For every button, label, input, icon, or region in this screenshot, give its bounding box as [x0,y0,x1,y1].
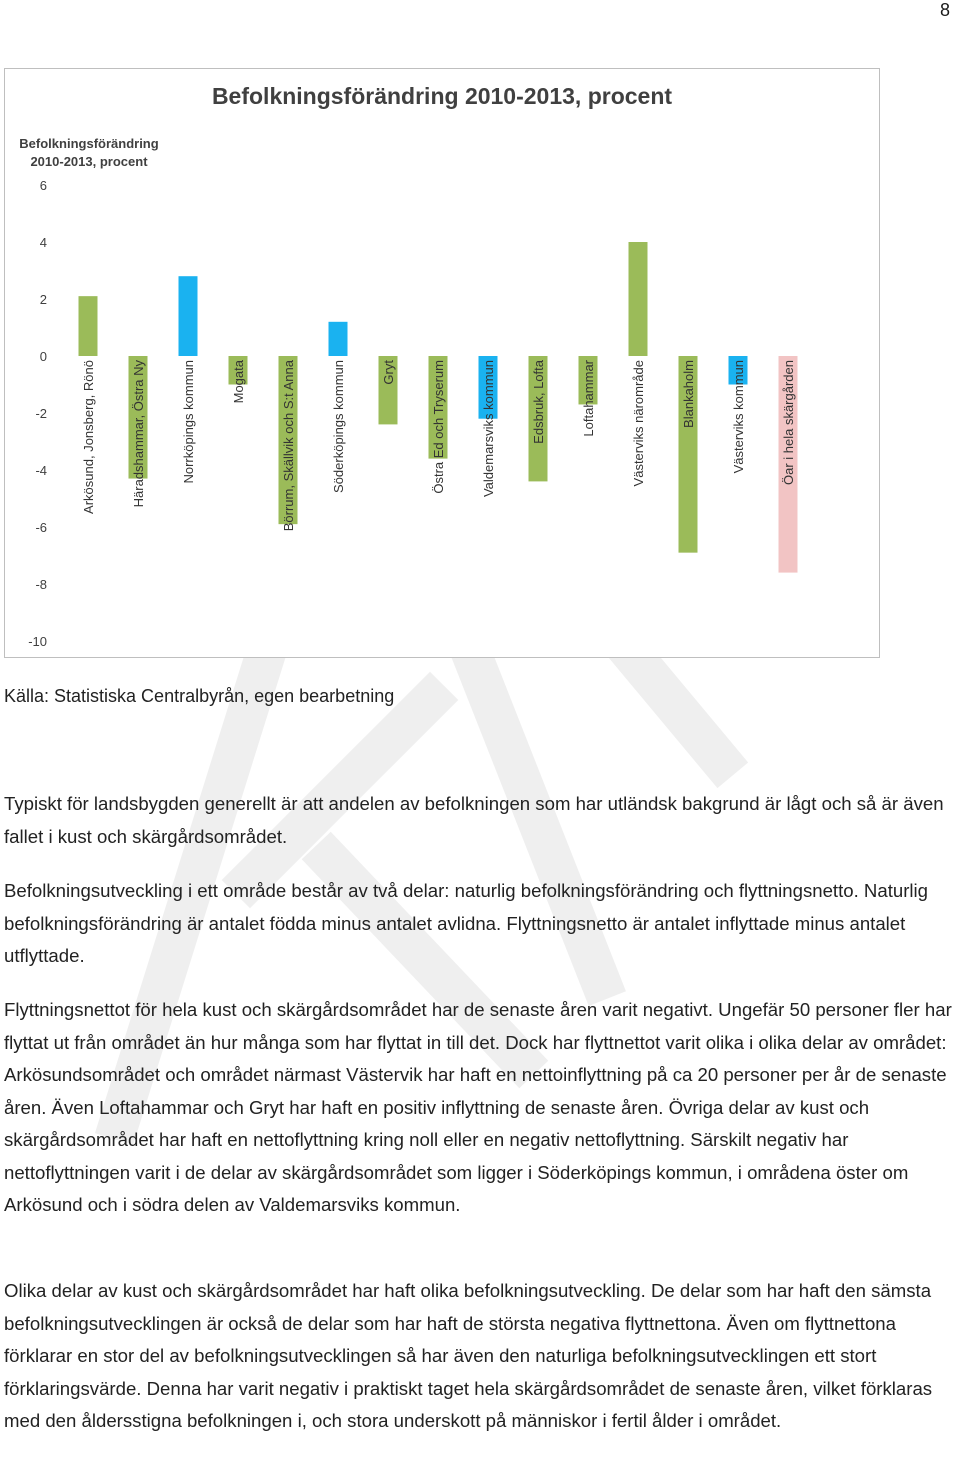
y-axis-title-line-1: Befolkningsförändring [19,136,159,151]
page-number: 8 [939,0,950,20]
y-axis-title-line-2: 2010-2013, procent [30,154,148,169]
category-label: Arkösund, Jonsberg, Rönö [81,360,96,514]
paragraph-2 [4,875,956,973]
y-tick-label: -10 [28,634,47,649]
category-label: Blankaholm [681,360,696,428]
y-tick-label: 0 [39,349,47,364]
y-tick-label: 2 [39,292,47,307]
paragraph-text: Flyttningsnettot för hela kust och skärgårdsområdet har de senaste åren varit negativt. Ungefär 50 personer fler har flyttat ut från området än hur många som har flyttat in till det. Dock har flyttnettot varit olika i olika delar av området: Arkösundsområdet och området närmast Västervik har haft en nettoinflyttning på ca 20 personer per år de senaste åren. Även Loftahammar och Gryt har haft en positiv inflyttning de senaste åren. Övriga delar av kust och skärgårdsområdet har haft en nettoflyttning kring noll eller en negativ nettoflyttning. Särskilt negativ har nettoflyttningen varit i de delar av skärgårdsområdet som ligger i Söderköpings kommun, i områdena öster om Arkösund och i södra delen av Valdemarsviks kommun. [4,999,952,1215]
category-label: Börrum, Skällvik och S:t Anna [281,360,296,532]
category-label: Mogata [231,360,246,404]
y-tick-label: 4 [39,235,47,250]
category-label: Edsbruk, Lofta [531,360,546,444]
category-label: Norrköpings kommun [181,360,196,484]
y-tick-label: 6 [39,178,47,193]
category-label: Öar i hela skärgården [781,360,796,486]
chart-title: Befolkningsförändring 2010-2013, procent [211,83,673,109]
paragraph-text: Befolkningsutveckling i ett område består av två delar: naturlig befolkningsförändring och flyttningsnetto. Naturlig befolkningsförändring är antalet födda minus antalet avlidna. Flyttningsnetto är antalet inflyttade minus antalet utflyttade. [4,880,929,966]
category-label: Gryt [381,360,396,385]
category-label: Östra Ed och Tryserum [431,360,446,494]
source-caption: Källa: Statistiska Centralbyrån, egen bearbetning [4,686,395,706]
y-tick-label: -8 [35,577,47,592]
bar [79,296,98,356]
category-label: Västerviks kommun [731,360,746,474]
y-tick-label: -6 [35,520,47,535]
paragraph-1 [4,788,956,853]
y-tick-label: -2 [35,406,47,421]
bar [329,322,348,356]
bar [629,242,648,356]
paragraph-3 [4,994,956,1222]
chart-container [4,68,880,658]
y-tick-label: -4 [35,463,47,478]
paragraph-text: Typiskt för landsbygden generellt är att andelen av befolkningen som har utländsk bakgrund är lågt och så är även fallet i kust och skärgårdsområdet. [4,793,944,847]
y-axis-title [9,135,169,171]
bar [179,276,198,356]
category-label: Häradshammar, Östra Ny [131,360,146,508]
category-label: Valdemarsviks kommun [481,360,496,498]
category-label: Loftahammar [581,360,596,437]
paragraph-text: Olika delar av kust och skärgårdsområdet har haft olika befolkningsutveckling. De delar som har haft den sämsta befolkningsutvecklingen är också de delar som har haft de största negativa flyttnettona. Även om flyttnettona förklarar en stor del av befolkningsutvecklingen så har även den naturliga befolkningsutvecklingen ett stort förklaringsvärde. Denna har varit negativ i praktiskt taget hela skärgårdsområdet de senaste åren, vilket förklaras med den åldersstigna befolkningen i, och stora underskott på människor i fertil ålder i området. [4,1280,933,1431]
paragraph-4 [4,1275,956,1438]
category-label: Västerviks närområde [631,360,646,487]
category-label: Söderköpings kommun [331,360,346,493]
